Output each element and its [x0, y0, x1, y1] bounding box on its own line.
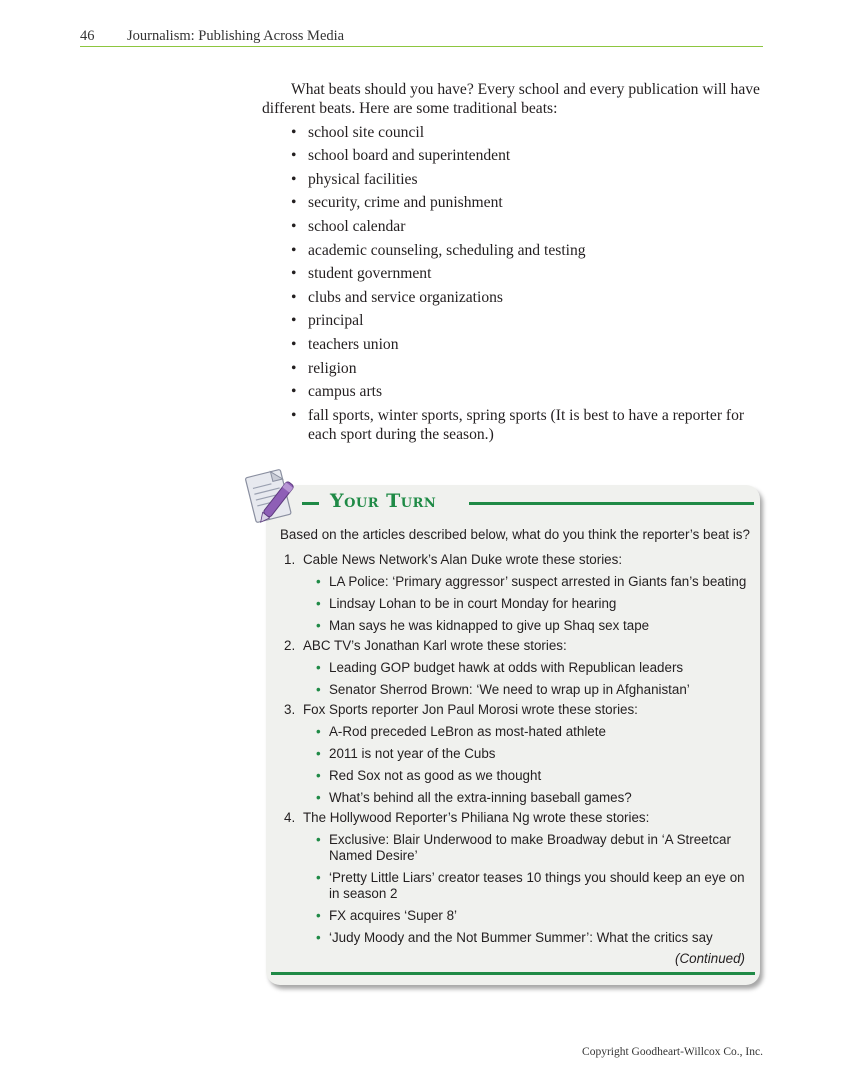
beat-item: • clubs and service organizations	[291, 288, 762, 307]
question-text: ABC TV’s Jonathan Karl wrote these stories:	[303, 638, 567, 653]
story-list	[303, 574, 755, 634]
question-number: 2.	[284, 638, 296, 653]
story-item: • ‘Pretty Little Liars’ creator teases 10 things you should keep an eye on in season 2	[329, 870, 755, 902]
beats-list	[262, 123, 762, 444]
book-title: Journalism: Publishing Across Media	[127, 28, 345, 44]
question-text: The Hollywood Reporter’s Philiana Ng wrote these stories:	[303, 810, 650, 825]
beat-item: • physical facilities	[291, 170, 762, 189]
story-item: • Man says he was kidnapped to give up Shaq sex tape	[329, 618, 755, 634]
beat-item: • teachers union	[291, 335, 762, 354]
continued-label: (Continued)	[675, 951, 745, 966]
beat-item: • student government	[291, 264, 762, 283]
main-text	[262, 80, 762, 444]
beat-item: • academic counseling, scheduling and testing	[291, 241, 762, 260]
beat-item: • school site council	[291, 123, 762, 142]
beat-item: • school board and superintendent	[291, 146, 762, 165]
story-item: • Exclusive: Blair Underwood to make Broadway debut in ‘A Streetcar Named Desire’	[329, 832, 755, 864]
beat-item: • campus arts	[291, 382, 762, 401]
story-item: • Leading GOP budget hawk at odds with Republican leaders	[329, 660, 755, 676]
question-number: 3.	[284, 702, 296, 717]
question-item	[280, 552, 755, 634]
question-item	[280, 702, 755, 806]
beat-item: • school calendar	[291, 217, 762, 236]
box-bottom-rule	[271, 972, 755, 975]
story-list	[303, 724, 755, 806]
story-item: • ‘Judy Moody and the Not Bummer Summer’: What the critics say	[329, 930, 755, 946]
copyright-footer: Copyright Goodheart-Willcox Co., Inc.	[582, 1046, 763, 1058]
title-rule-right	[469, 502, 754, 505]
question-number: 1.	[284, 552, 296, 567]
document-pen-icon	[238, 465, 314, 527]
beat-item: • principal	[291, 311, 762, 330]
story-item: • LA Police: ‘Primary aggressor’ suspect arrested in Giants fan’s beating	[329, 574, 755, 590]
story-item: • A-Rod preceded LeBron as most-hated athlete	[329, 724, 755, 740]
story-item: • Lindsay Lohan to be in court Monday for hearing	[329, 596, 755, 612]
story-list	[303, 660, 755, 698]
story-item: • What’s behind all the extra-inning baseball games?	[329, 790, 755, 806]
story-item: • Senator Sherrod Brown: ‘We need to wrap up in Afghanistan’	[329, 682, 755, 698]
story-item: • FX acquires ‘Super 8’	[329, 908, 755, 924]
question-item	[280, 810, 755, 946]
beat-item: • fall sports, winter sports, spring sports (It is best to have a reporter for each sport during the season.)	[291, 406, 762, 444]
beat-item: • religion	[291, 359, 762, 378]
story-item: • Red Sox not as good as we thought	[329, 768, 755, 784]
page-number: 46	[80, 28, 95, 44]
your-turn-title: Your Turn	[330, 490, 437, 512]
question-number: 4.	[284, 810, 296, 825]
question-list	[280, 552, 755, 946]
running-header	[80, 26, 763, 47]
story-list	[303, 832, 755, 946]
your-turn-content	[280, 526, 755, 946]
question-text: Cable News Network’s Alan Duke wrote these stories:	[303, 552, 623, 567]
story-item: • 2011 is not year of the Cubs	[329, 746, 755, 762]
beat-item: • security, crime and punishment	[291, 193, 762, 212]
question-item	[280, 638, 755, 698]
intro-paragraph: What beats should you have? Every school and every publication will have different beats. Here are some traditional beats:	[262, 81, 760, 117]
your-turn-prompt: Based on the articles described below, what do you think the reporter’s beat is?	[280, 527, 750, 542]
question-text: Fox Sports reporter Jon Paul Morosi wrote these stories:	[303, 702, 638, 717]
